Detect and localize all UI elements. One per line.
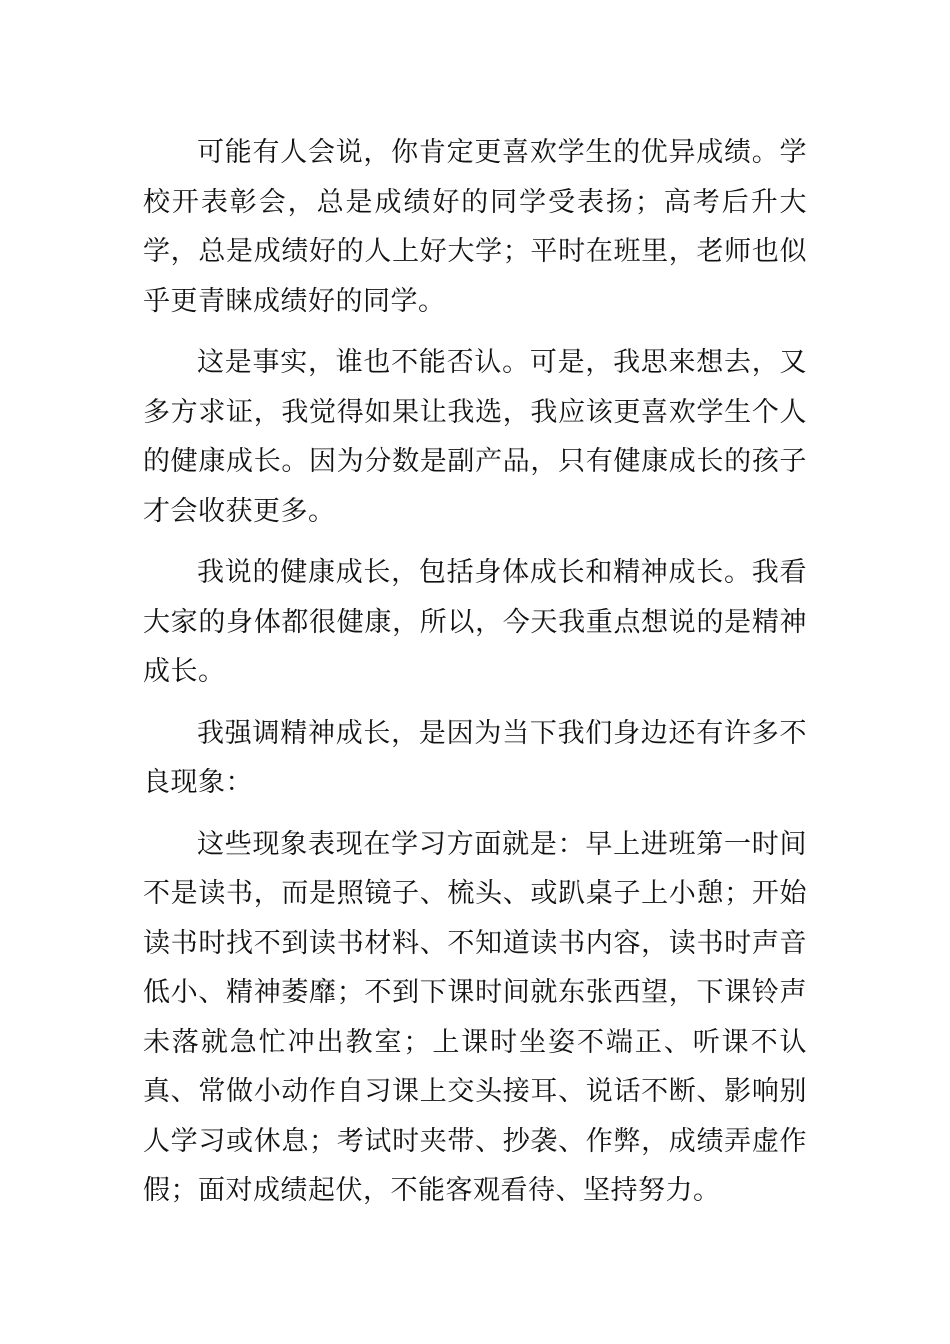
paragraph-2: 这是事实，谁也不能否认。可是，我思来想去，又多方求证，我觉得如果让我选，我应该更喜欢学生个人的健康成长。因为分数是副产品，只有健康成长的孩子才会收获更多。 [143, 347, 807, 527]
paragraph-3: 我说的健康成长，包括身体成长和精神成长。我看大家的身体都很健康，所以，今天我重点想说的是精神成长。 [143, 557, 807, 687]
paragraph-4: 我强调精神成长，是因为当下我们身边还有许多不良现象： [143, 717, 807, 798]
document-body [143, 128, 807, 1228]
paragraph-5: 这些现象表现在学习方面就是：早上进班第一时间不是读书，而是照镜子、梳头、或趴桌子上小憩；开始读书时找不到读书材料、不知道读书内容，读书时声音低小、精神萎靡；不到下课时间就东张西望，下课铃声未落就急忙冲出教室；上课时坐姿不端正、听课不认真、常做小动作自习课上交头接耳、说话不断、影响别人学习或休息；考试时夹带、抄袭、作弊，成绩弄虚作假；面对成绩起伏，不能客观看待、坚持努力。 [143, 828, 807, 1206]
paragraph-1: 可能有人会说，你肯定更喜欢学生的优异成绩。学校开表彰会，总是成绩好的同学受表扬；高考后升大学，总是成绩好的人上好大学；平时在班里，老师也似乎更青睐成绩好的同学。 [143, 137, 807, 317]
